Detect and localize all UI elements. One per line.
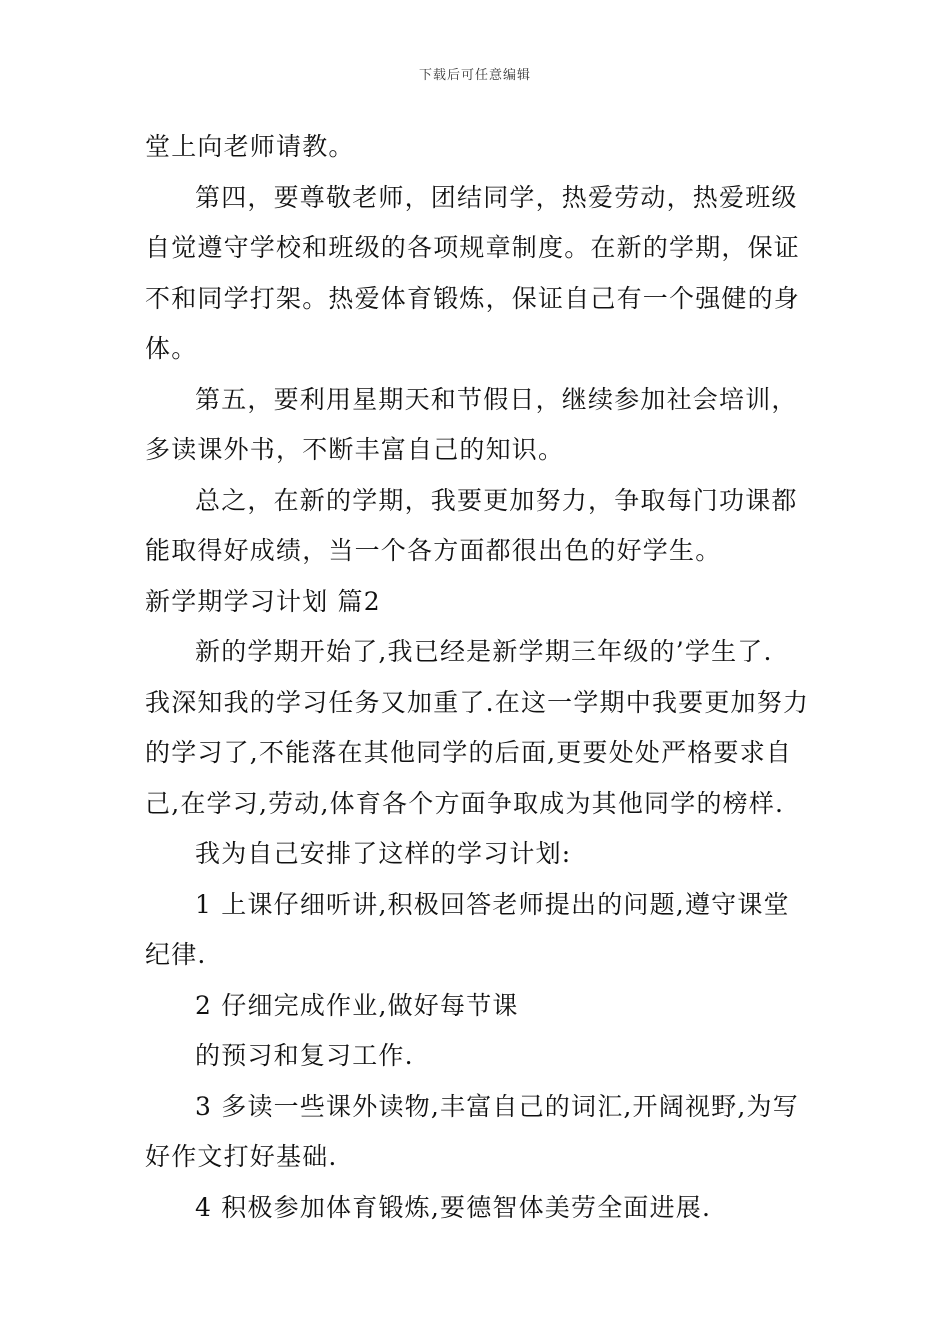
list-item: 3 多读一些课外读物,丰富自己的词汇,开阔视野,为写	[195, 1091, 799, 1121]
text-line: 总之，在新的学期，我要更加努力，争取每门功课都	[195, 485, 798, 515]
document-body	[145, 122, 810, 1233]
text-line: 能取得好成绩，当一个各方面都很出色的好学生。	[145, 536, 722, 565]
text-line: 多读课外书，不断丰富自己的知识。	[145, 435, 565, 464]
text-line: 堂上向老师请教。	[145, 132, 355, 161]
text-line: 纪律.	[145, 940, 207, 969]
text-line: 我为自己安排了这样的学习计划:	[195, 839, 572, 868]
list-item: 1 上课仔细听讲,积极回答老师提出的问题,遵守课堂	[195, 889, 790, 919]
text-line: 好作文打好基础.	[145, 1142, 338, 1171]
text-line: 我深知我的学习任务又加重了.在这一学期中我要更加努力	[145, 687, 810, 717]
text-line: 新的学期开始了,我已经是新学期三年级的’学生了.	[195, 637, 773, 666]
list-item: 4 积极参加体育锻炼,要德智体美劳全面进展.	[195, 1192, 712, 1222]
text-line: 的预习和复习工作.	[195, 1041, 414, 1070]
text-line: 的学习了,不能落在其他同学的后面,更要处处严格要求自	[145, 738, 793, 767]
list-item: 2 仔细完成作业,做好每节课	[195, 990, 519, 1020]
text-line: 自觉遵守学校和班级的各项规章制度。在新的学期，保证	[145, 233, 801, 262]
text-line: 己,在学习,劳动,体育各个方面争取成为其他同学的榜样.	[145, 788, 785, 818]
section-title: 新学期学习计划 篇2	[145, 586, 381, 616]
page-header: 下载后可任意编辑	[418, 68, 531, 83]
text-line: 体。	[145, 334, 198, 363]
text-line: 不和同学打架。热爱体育锻炼，保证自己有一个强健的身	[145, 283, 801, 313]
text-line: 第五，要利用星期天和节假日，继续参加社会培训，	[195, 384, 798, 414]
text-line: 第四，要尊敬老师，团结同学，热爱劳动，热爱班级	[195, 182, 798, 212]
